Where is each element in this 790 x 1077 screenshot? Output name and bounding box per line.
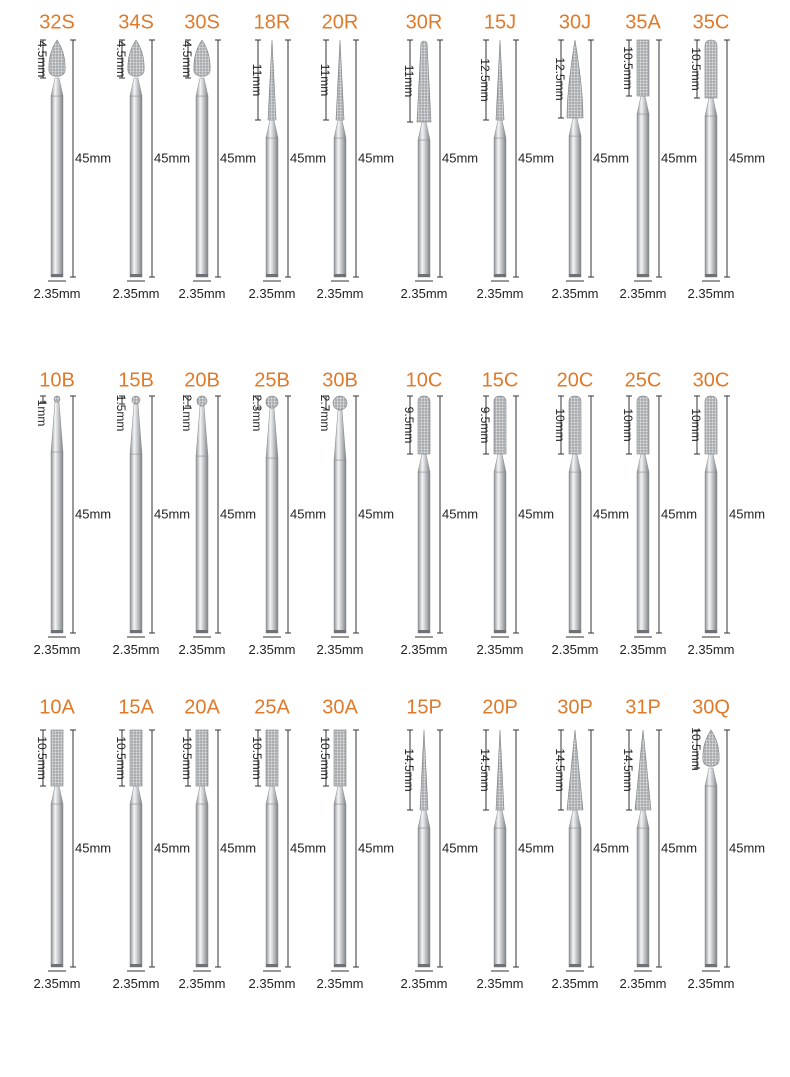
- neck: [705, 454, 717, 472]
- model-label: 25B: [254, 369, 290, 392]
- neck: [334, 786, 346, 804]
- shank-diameter-label: 2.35mm: [400, 642, 448, 657]
- ball-head: [333, 396, 347, 410]
- cylinder-head: [637, 40, 649, 96]
- neck: [196, 406, 208, 456]
- total-length-label: 45mm: [442, 150, 479, 166]
- shank-diameter-label: 2.35mm: [316, 976, 364, 991]
- head-length-label: 2.3mm: [250, 394, 264, 432]
- bit-31p: [620, 697, 698, 991]
- flame-head: [128, 40, 144, 76]
- shank-end: [196, 274, 208, 277]
- shank-end: [334, 630, 346, 633]
- shank-diameter-label: 2.35mm: [551, 286, 599, 301]
- shank-end: [569, 274, 581, 277]
- cylinder-head: [266, 730, 278, 786]
- shank-diameter-label: 2.35mm: [476, 286, 524, 301]
- round-cylinder-head: [494, 396, 506, 454]
- needle-head: [420, 730, 428, 810]
- model-label: 10C: [405, 369, 443, 392]
- bits-layer: [34, 12, 766, 991]
- bit-20c: [552, 370, 630, 657]
- neck: [334, 410, 346, 460]
- flame-head: [49, 40, 65, 76]
- bit-15c: [477, 370, 555, 657]
- shank-end: [637, 964, 649, 967]
- head-length-label: 10.5mm: [180, 736, 194, 780]
- model-label: 15P: [406, 696, 442, 719]
- shank: [494, 138, 506, 277]
- total-length-label: 45mm: [593, 506, 630, 522]
- model-label: 30J: [558, 11, 592, 34]
- shank: [334, 460, 346, 633]
- neck: [51, 786, 63, 804]
- shank-end: [51, 964, 63, 967]
- total-length-label: 45mm: [358, 506, 395, 522]
- shank-end: [494, 274, 506, 277]
- model-label: 30R: [405, 11, 443, 34]
- shank: [569, 136, 581, 277]
- head-length-label: 14.5mm: [553, 748, 567, 792]
- shank-end: [705, 630, 717, 633]
- model-label: 32S: [39, 11, 75, 34]
- total-length-label: 45mm: [518, 506, 555, 522]
- bit-20r: [317, 12, 395, 301]
- shank: [418, 472, 430, 633]
- total-length-label: 45mm: [154, 150, 191, 166]
- shank-end: [637, 630, 649, 633]
- head-length-label: 14.5mm: [402, 748, 416, 792]
- shank-end: [266, 274, 278, 277]
- shank: [637, 114, 649, 277]
- total-length-label: 45mm: [518, 840, 555, 856]
- round-cylinder-head: [637, 396, 649, 454]
- neck: [130, 78, 142, 96]
- round-cylinder-head: [705, 40, 717, 98]
- head-length-label: 11mm: [402, 64, 416, 98]
- head-length-label: 10.5mm: [621, 46, 635, 90]
- model-label: 15A: [118, 696, 154, 719]
- head-length-label: 10mm: [689, 408, 703, 442]
- shank-diameter-label: 2.35mm: [316, 286, 364, 301]
- shank-end: [705, 274, 717, 277]
- row-1: [34, 12, 766, 301]
- taper-head: [417, 41, 431, 122]
- total-length-label: 45mm: [729, 150, 766, 166]
- shank-end: [334, 274, 346, 277]
- head-length-label: 2.1mm: [180, 394, 194, 432]
- neck: [266, 408, 278, 458]
- shank-end: [51, 274, 63, 277]
- shank-diameter-label: 2.35mm: [33, 286, 81, 301]
- model-label: 20R: [321, 11, 359, 34]
- total-length-label: 45mm: [220, 506, 257, 522]
- neck: [705, 98, 717, 116]
- neck: [266, 120, 278, 138]
- total-length-label: 45mm: [220, 150, 257, 166]
- shank-end: [418, 630, 430, 633]
- total-length-label: 45mm: [518, 150, 555, 166]
- shank-end: [494, 630, 506, 633]
- bit-18r: [249, 12, 327, 301]
- neck: [637, 454, 649, 472]
- model-label: 30P: [557, 696, 593, 719]
- shank-diameter-label: 2.35mm: [476, 642, 524, 657]
- shank-diameter-label: 2.35mm: [33, 642, 81, 657]
- round-cylinder-head: [569, 396, 581, 454]
- shank-diameter-label: 2.35mm: [400, 286, 448, 301]
- shank-end: [51, 630, 63, 633]
- shank: [51, 96, 63, 277]
- head-length-label: 4.5mm: [35, 40, 49, 78]
- head-length-label: 12.5mm: [553, 57, 567, 101]
- bit-20p: [477, 697, 555, 991]
- shank: [637, 828, 649, 967]
- round-cylinder-head: [705, 396, 717, 454]
- head-length-label: 10.5mm: [318, 736, 332, 780]
- total-length-label: 45mm: [290, 506, 327, 522]
- total-length-label: 45mm: [593, 840, 630, 856]
- model-label: 35A: [625, 11, 661, 34]
- total-length-label: 45mm: [75, 840, 112, 856]
- shank-diameter-label: 2.35mm: [619, 286, 667, 301]
- neck: [418, 454, 430, 472]
- bit-30a: [317, 697, 395, 991]
- head-length-label: 4.5mm: [114, 40, 128, 78]
- total-length-label: 45mm: [75, 150, 112, 166]
- shank-diameter-label: 2.35mm: [248, 642, 296, 657]
- model-label: 30A: [322, 696, 358, 719]
- shank-end: [130, 274, 142, 277]
- shank-end: [266, 964, 278, 967]
- bit-30r: [401, 12, 479, 301]
- shank: [334, 138, 346, 277]
- shank-diameter-label: 2.35mm: [551, 642, 599, 657]
- head-length-label: 10mm: [621, 408, 635, 442]
- needle-head: [496, 40, 504, 120]
- model-label: 18R: [253, 11, 291, 34]
- neck: [494, 120, 506, 138]
- bit-25b: [249, 370, 327, 657]
- row-3: [34, 697, 766, 991]
- neck: [637, 96, 649, 114]
- model-label: 20P: [482, 696, 518, 719]
- neck: [130, 404, 142, 454]
- neck: [569, 454, 581, 472]
- neck: [494, 454, 506, 472]
- model-label: 34S: [118, 11, 154, 34]
- shank: [334, 804, 346, 967]
- shank: [637, 472, 649, 633]
- shank-end: [130, 964, 142, 967]
- shank: [705, 786, 717, 967]
- model-label: 31P: [625, 696, 661, 719]
- bit-10a: [34, 697, 112, 991]
- model-label: 15J: [483, 11, 517, 34]
- head-length-label: 10.5mm: [689, 47, 703, 91]
- cone-head: [635, 730, 651, 810]
- shank: [266, 458, 278, 633]
- shank-end: [418, 964, 430, 967]
- head-length-label: 9.5mm: [402, 406, 416, 444]
- total-length-label: 45mm: [154, 840, 191, 856]
- shank-end: [494, 964, 506, 967]
- neck: [51, 402, 63, 452]
- neck: [196, 78, 208, 96]
- shank: [494, 828, 506, 967]
- head-length-label: 12.5mm: [478, 58, 492, 102]
- neck: [705, 768, 717, 786]
- total-length-label: 45mm: [358, 150, 395, 166]
- head-length-label: 14.5mm: [478, 748, 492, 792]
- total-length-label: 45mm: [154, 506, 191, 522]
- total-length-label: 45mm: [290, 840, 327, 856]
- shank-diameter-label: 2.35mm: [316, 642, 364, 657]
- shank-diameter-label: 2.35mm: [248, 286, 296, 301]
- head-length-label: 9.5mm: [478, 406, 492, 444]
- shank: [51, 804, 63, 967]
- head-length-label: 10.5mm: [689, 727, 703, 771]
- bullet-head: [567, 40, 583, 118]
- model-label: 35C: [692, 11, 730, 34]
- head-length-label: 11mm: [250, 63, 264, 97]
- ball-head: [197, 396, 207, 406]
- bit-30j: [552, 12, 630, 301]
- needle-head: [496, 730, 504, 810]
- ball-head: [54, 396, 60, 402]
- head-length-label: 1.5mm: [114, 394, 128, 432]
- model-label: 25C: [624, 369, 662, 392]
- total-length-label: 45mm: [729, 506, 766, 522]
- head-length-label: 1mm: [35, 399, 49, 427]
- shank-diameter-label: 2.35mm: [551, 976, 599, 991]
- shank: [196, 456, 208, 633]
- shank: [130, 804, 142, 967]
- shank-diameter-label: 2.35mm: [476, 976, 524, 991]
- needle-head: [336, 40, 344, 120]
- total-length-label: 45mm: [661, 840, 698, 856]
- cylinder-head: [51, 730, 63, 786]
- bit-25c: [620, 370, 698, 657]
- shank-diameter-label: 2.35mm: [178, 286, 226, 301]
- head-length-label: 10.5mm: [35, 736, 49, 780]
- head-length-label: 10.5mm: [250, 736, 264, 780]
- model-label: 30B: [322, 369, 358, 392]
- shank-diameter-label: 2.35mm: [33, 976, 81, 991]
- shank: [569, 828, 581, 967]
- needle-head: [268, 40, 276, 120]
- shank: [130, 454, 142, 633]
- total-length-label: 45mm: [661, 506, 698, 522]
- shank-diameter-label: 2.35mm: [112, 642, 160, 657]
- model-label: 10A: [39, 696, 75, 719]
- shank: [569, 472, 581, 633]
- cone-head: [567, 730, 583, 810]
- bit-15j: [477, 12, 555, 301]
- flame-head: [703, 730, 719, 766]
- total-length-label: 45mm: [442, 840, 479, 856]
- shank: [494, 472, 506, 633]
- bit-30p: [552, 697, 630, 991]
- model-label: 15B: [118, 369, 154, 392]
- shank: [266, 804, 278, 967]
- model-label: 15C: [481, 369, 519, 392]
- shank-end: [418, 274, 430, 277]
- ball-head: [266, 396, 278, 408]
- neck: [418, 810, 430, 828]
- total-length-label: 45mm: [290, 150, 327, 166]
- shank-end: [705, 964, 717, 967]
- bit-15a: [113, 697, 191, 991]
- neck: [130, 786, 142, 804]
- shank: [266, 138, 278, 277]
- model-label: 20B: [184, 369, 220, 392]
- total-length-label: 45mm: [220, 840, 257, 856]
- flame-head: [194, 40, 210, 76]
- neck: [266, 786, 278, 804]
- shank: [418, 828, 430, 967]
- shank: [130, 96, 142, 277]
- model-label: 25A: [254, 696, 290, 719]
- cylinder-head: [334, 730, 346, 786]
- total-length-label: 45mm: [729, 840, 766, 856]
- model-label: 30C: [692, 369, 730, 392]
- neck: [637, 810, 649, 828]
- neck: [51, 78, 63, 96]
- shank-end: [569, 630, 581, 633]
- shank: [705, 472, 717, 633]
- bit-30c: [688, 370, 766, 657]
- total-length-label: 45mm: [358, 840, 395, 856]
- neck: [494, 810, 506, 828]
- shank: [418, 140, 430, 277]
- shank-diameter-label: 2.35mm: [619, 642, 667, 657]
- total-length-label: 45mm: [442, 506, 479, 522]
- shank-diameter-label: 2.35mm: [687, 286, 735, 301]
- bit-35c: [688, 12, 766, 301]
- row-2: [34, 370, 766, 657]
- shank-diameter-label: 2.35mm: [687, 642, 735, 657]
- shank-diameter-label: 2.35mm: [248, 976, 296, 991]
- model-label: 30Q: [692, 696, 730, 719]
- bit-35a: [620, 12, 698, 301]
- shank-diameter-label: 2.35mm: [178, 976, 226, 991]
- model-label: 20C: [556, 369, 594, 392]
- head-length-label: 10.5mm: [114, 736, 128, 780]
- total-length-label: 45mm: [661, 150, 698, 166]
- cylinder-head: [196, 730, 208, 786]
- bit-32s: [34, 12, 112, 301]
- shank-end: [266, 630, 278, 633]
- neck: [418, 122, 430, 140]
- bit-30b: [317, 370, 395, 657]
- neck: [569, 810, 581, 828]
- shank-end: [637, 274, 649, 277]
- shank-diameter-label: 2.35mm: [178, 642, 226, 657]
- total-length-label: 45mm: [75, 506, 112, 522]
- shank-diameter-label: 2.35mm: [619, 976, 667, 991]
- bit-25a: [249, 697, 327, 991]
- shank-diameter-label: 2.35mm: [112, 286, 160, 301]
- round-cylinder-head: [418, 396, 430, 454]
- bit-34s: [113, 12, 191, 301]
- neck: [196, 786, 208, 804]
- shank-diameter-label: 2.35mm: [112, 976, 160, 991]
- shank: [196, 804, 208, 967]
- model-label: 10B: [39, 369, 75, 392]
- head-length-label: 11mm: [318, 63, 332, 97]
- shank-end: [196, 630, 208, 633]
- bit-10c: [401, 370, 479, 657]
- head-length-label: 4.5mm: [180, 40, 194, 78]
- shank-diameter-label: 2.35mm: [400, 976, 448, 991]
- shank-end: [196, 964, 208, 967]
- bit-30q: [688, 697, 766, 991]
- shank: [51, 452, 63, 633]
- cylinder-head: [130, 730, 142, 786]
- bit-15p: [401, 697, 479, 991]
- shank-end: [130, 630, 142, 633]
- model-label: 30S: [184, 11, 220, 34]
- shank: [196, 96, 208, 277]
- ball-head: [132, 396, 140, 404]
- model-label: 20A: [184, 696, 220, 719]
- head-length-label: 10mm: [553, 408, 567, 442]
- bit-15b: [113, 370, 191, 657]
- total-length-label: 45mm: [593, 150, 630, 166]
- neck: [334, 120, 346, 138]
- shank: [705, 116, 717, 277]
- neck: [569, 118, 581, 136]
- shank-end: [569, 964, 581, 967]
- head-length-label: 14.5mm: [621, 748, 635, 792]
- bit-10b: [34, 370, 112, 657]
- shank-end: [334, 964, 346, 967]
- head-length-label: 2.7mm: [318, 394, 332, 432]
- shank-diameter-label: 2.35mm: [687, 976, 735, 991]
